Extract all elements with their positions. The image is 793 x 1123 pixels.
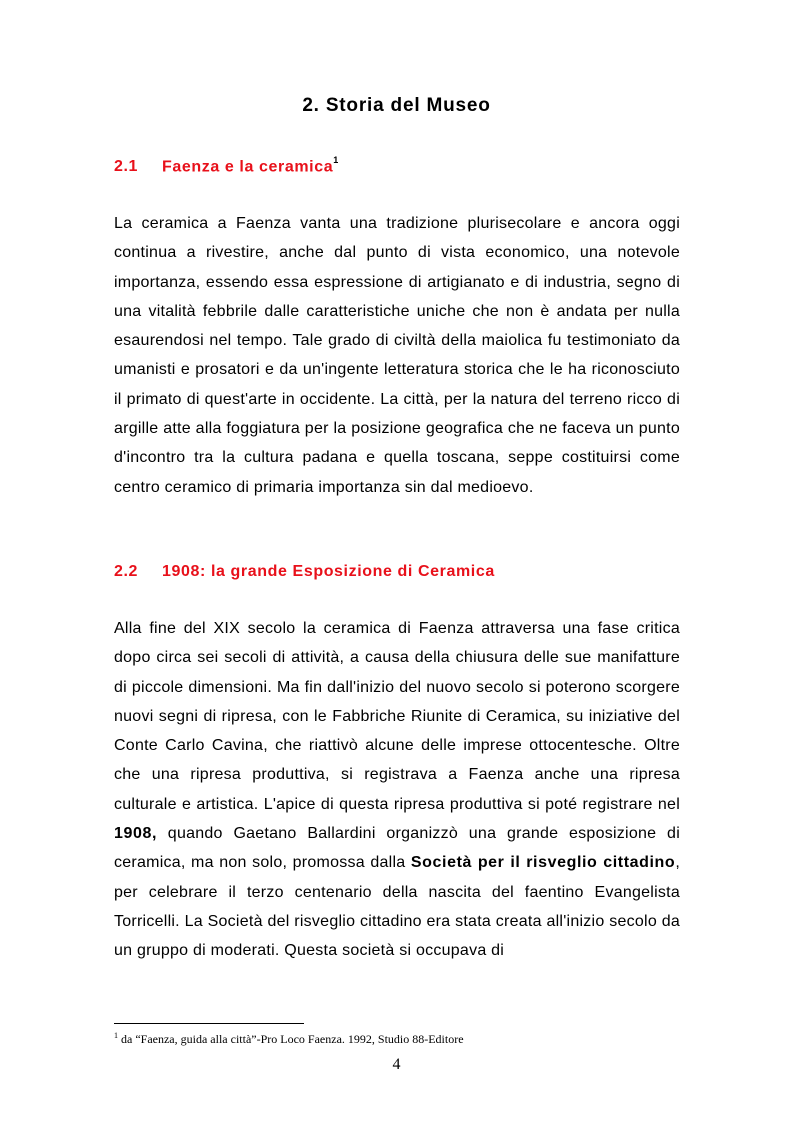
section-heading-2-2	[114, 563, 495, 581]
paragraph-faenza-ceramica: La ceramica a Faenza vanta una tradizione plurisecolare e ancora oggi continua a rivestire, anche dal punto di vista economico, una notevole importanza, essendo essa espressione di artigianato e di industria, segno di una vitalità febbrile dalle caratteristiche uniche che non è andata per nulla esaurendosi nel tempo. Tale grado di civiltà della maiolica fu testimoniato da umanisti e prosatori e da un'ingente letteratura storica che le ha riconosciuto il primato di quest'arte in occidente. La città, per la natura del terreno ricco di argille atte alla foggiatura per la posizione geografica che ne faceva un punto d'incontro tra la cultura padana e quella toscana, seppe costituirsi come centro ceramico di primaria importanza sin dal medioevo.	[114, 215, 680, 496]
footnote-text: da “Faenza, guida alla città”-Pro Loco Faenza. 1992, Studio 88-Editore	[121, 1032, 464, 1046]
bold-society-name: Società per il risveglio cittadino	[410, 854, 676, 872]
section-heading-2-1	[114, 157, 339, 176]
footnote-divider	[114, 1023, 304, 1024]
paragraph-esposizione	[114, 614, 680, 966]
footnote-reference[interactable]: 1	[333, 155, 339, 165]
paragraph-text: , per celebrare il terzo centenario della nascita del faentino Evangelista Torricelli. La Società del risveglio cittadino era stata creata all'inizio secolo da un gruppo di moderati. Questa società si occupava di	[114, 854, 681, 960]
section-number: 2.1	[114, 158, 139, 176]
chapter-title: 2. Storia del Museo	[302, 95, 491, 116]
bold-year: 1908,	[114, 825, 158, 843]
section-title: 1908: la grande Esposizione di Ceramica	[162, 563, 495, 580]
page-number: 4	[392, 1056, 401, 1073]
footnote	[114, 1031, 464, 1047]
footnote-marker: 1	[114, 1031, 118, 1040]
section-title: Faenza e la ceramica	[162, 158, 334, 176]
paragraph-text: quando Gaetano Ballardini organizzò una grande esposizione di ceramica, ma non solo, promossa dalla	[114, 825, 680, 872]
paragraph-text: Alla fine del XIX secolo la ceramica di Faenza attraversa una fase critica dopo circa sei secoli di attività, a causa della chiusura delle sue manifatture di piccole dimensioni. Ma fin dall'inizio del nuovo secolo si poterono scorgere nuovi segni di ripresa, con le Fabbriche Riunite di Ceramica, su iniziative del Conte Carlo Cavina, che riattivò alcune delle imprese ottocentesche. Oltre che una ripresa produttiva, si registrava a Faenza anche una ripresa culturale e artistica. L'apice di questa ripresa produttiva si poté registrare nel	[114, 620, 680, 813]
section-number: 2.2	[114, 563, 139, 580]
